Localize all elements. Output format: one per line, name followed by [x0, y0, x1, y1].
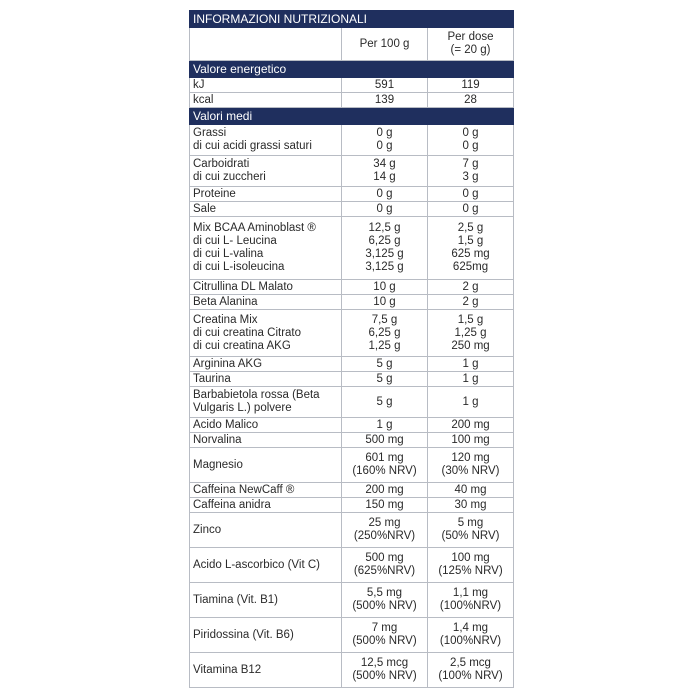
nutrient-label-line: Grassi — [193, 127, 227, 139]
nutrient-per100 — [342, 483, 428, 498]
nutrient-perdose — [428, 125, 514, 156]
nutrient-label-line: Norvalina — [193, 433, 242, 446]
nutrient-per100 — [342, 156, 428, 187]
nutrient-label-line: Acido Malico — [193, 418, 259, 431]
nutrient-label — [190, 548, 342, 583]
nutrient-per100-line: 500 mg — [365, 433, 404, 446]
nutrient-perdose-line: (50% NRV) — [441, 530, 500, 542]
nutrient-label-line: Mix BCAA Aminoblast ® — [193, 222, 316, 234]
nutrient-per100 — [342, 433, 428, 448]
nutrient-perdose-line: 100 mg — [451, 433, 490, 446]
nutrient-perdose — [428, 483, 514, 498]
nutrient-per100-line: 12,5 mcg — [360, 657, 409, 669]
nutrient-per100 — [342, 187, 428, 202]
nutrient-label-line: Caffeina NewCaff ® — [193, 483, 295, 496]
nutrient-perdose-line: (100%NRV) — [439, 600, 502, 612]
nutrient-perdose-line: 30 mg — [454, 498, 487, 511]
nutrient-perdose — [428, 310, 514, 357]
nutrient-per100-line: 500 mg — [365, 552, 404, 564]
nutrient-per100 — [342, 372, 428, 387]
nutrient-perdose-line: 1 g — [462, 357, 479, 370]
nutrient-perdose-line: 2,5 mcg — [450, 657, 491, 669]
nutrient-perdose-line: 5 mg — [457, 517, 484, 529]
nutrient-per100-line: 6,25 g — [368, 235, 401, 247]
nutrient-per100-line: 34 g — [373, 158, 396, 170]
nutrient-label-line: Arginina AKG — [193, 357, 263, 370]
nutrient-per100-line: 601 mg — [365, 452, 404, 464]
nutrient-per100 — [342, 125, 428, 156]
nutrient-label — [190, 448, 342, 483]
nutrient-per100-line: 0 g — [376, 140, 393, 152]
nutrient-row — [190, 387, 514, 418]
nutrient-per100-line: 0 g — [376, 202, 393, 215]
energy-per100: 139 — [342, 93, 428, 108]
nutrient-per100-line: 5,5 mg — [366, 587, 403, 599]
header-per-100g: Per 100 g — [342, 28, 428, 61]
nutrient-per100-line: 7 mg — [371, 622, 398, 634]
nutrient-perdose-line: (100%NRV) — [439, 635, 502, 647]
nutrient-perdose — [428, 433, 514, 448]
nutrient-per100-line: (500% NRV) — [352, 635, 417, 647]
nutrient-row — [190, 372, 514, 387]
nutrient-perdose-line: 1 g — [462, 372, 479, 385]
nutrient-label-line: Beta Alanina — [193, 295, 258, 308]
nutrient-per100 — [342, 217, 428, 280]
nutrient-label — [190, 483, 342, 498]
nutrient-per100-line: 7,5 g — [371, 313, 398, 326]
nutrient-perdose-line: 40 mg — [454, 483, 487, 496]
nutrient-per100-line: 150 mg — [365, 498, 404, 511]
nutrient-per100 — [342, 280, 428, 295]
nutrient-perdose-line: 200 mg — [451, 418, 490, 431]
nutrient-label — [190, 498, 342, 513]
nutrient-label-line: Zinco — [193, 523, 222, 536]
nutrient-per100 — [342, 618, 428, 653]
nutrient-per100-line: 1 g — [376, 418, 393, 431]
avg-section-row — [190, 108, 514, 125]
nutrient-per100-line: (250%NRV) — [353, 530, 416, 542]
nutrient-perdose — [428, 513, 514, 548]
nutrient-row — [190, 202, 514, 217]
nutrient-label-line: di cui zuccheri — [193, 171, 266, 183]
nutrient-row — [190, 498, 514, 513]
table-title: INFORMAZIONI NUTRIZIONALI — [190, 11, 514, 28]
nutrient-label — [190, 187, 342, 202]
nutrient-label — [190, 280, 342, 295]
nutrient-row — [190, 187, 514, 202]
nutrient-label-line: Citrullina DL Malato — [193, 280, 293, 293]
nutrient-perdose — [428, 548, 514, 583]
nutrient-perdose — [428, 156, 514, 187]
nutrient-perdose — [428, 418, 514, 433]
nutrient-perdose-line: 3 g — [462, 171, 479, 183]
nutrient-label — [190, 513, 342, 548]
nutrient-per100-line: (625%NRV) — [353, 565, 416, 577]
nutrient-perdose — [428, 583, 514, 618]
nutrient-perdose-line: 0 g — [462, 202, 479, 215]
nutrient-per100 — [342, 387, 428, 418]
nutrient-perdose — [428, 448, 514, 483]
nutrient-perdose — [428, 387, 514, 418]
nutrient-row — [190, 583, 514, 618]
nutrient-per100-line: 25 mg — [368, 517, 401, 529]
energy-perdose: 28 — [428, 93, 514, 108]
nutrient-perdose-line: 2,5 g — [457, 222, 484, 234]
nutrient-label-line: Acido L-ascorbico (Vit C) — [193, 558, 320, 571]
nutrient-perdose-line: 1,25 g — [454, 326, 487, 339]
nutrient-perdose-line: 625mg — [452, 261, 489, 273]
nutrient-label-line: Sale — [193, 202, 217, 215]
nutrient-per100 — [342, 448, 428, 483]
nutrient-per100-line: (500% NRV) — [352, 600, 417, 612]
nutrient-label-line: di cui creatina AKG — [193, 339, 291, 352]
nutrient-per100 — [342, 498, 428, 513]
nutrient-label-line: di cui L-valina — [193, 248, 264, 260]
nutrient-per100 — [342, 418, 428, 433]
nutrient-row — [190, 618, 514, 653]
nutrient-label-line: di cui L-isoleucina — [193, 261, 285, 273]
header-blank — [190, 28, 342, 61]
nutrient-per100-line: 0 g — [376, 187, 393, 200]
nutrient-perdose-line: 250 mg — [451, 339, 490, 352]
nutrient-per100 — [342, 295, 428, 310]
nutrient-label-line: di cui L- Leucina — [193, 235, 277, 247]
nutrient-perdose-line: 2 g — [462, 280, 479, 293]
avg-section-title: Valori medi — [190, 108, 514, 125]
nutrient-row — [190, 548, 514, 583]
nutrient-per100-line: 10 g — [373, 295, 396, 308]
nutrient-per100 — [342, 357, 428, 372]
nutrient-perdose-line: (30% NRV) — [441, 465, 500, 477]
nutrient-perdose — [428, 498, 514, 513]
nutrient-perdose-line: (125% NRV) — [438, 565, 503, 577]
nutrient-perdose — [428, 372, 514, 387]
energy-section-title: Valore energetico — [190, 61, 514, 78]
nutrient-label-line: Proteine — [193, 187, 236, 200]
nutrient-perdose-line: 1,5 g — [457, 235, 484, 247]
header-per-dose-line2: (= 20 g) — [450, 44, 491, 56]
nutrient-row — [190, 483, 514, 498]
nutrient-perdose-line: 1,5 g — [457, 313, 484, 326]
nutrient-per100-line: 5 g — [376, 372, 393, 385]
energy-row — [190, 78, 514, 93]
nutrient-label — [190, 433, 342, 448]
nutrition-table — [189, 10, 514, 688]
nutrient-per100 — [342, 202, 428, 217]
nutrient-per100-line: 1,25 g — [368, 339, 401, 352]
nutrient-perdose-line: 625 mg — [451, 248, 490, 260]
nutrition-table-container — [189, 10, 513, 688]
nutrient-label-line: Piridossina (Vit. B6) — [193, 628, 294, 641]
nutrient-label — [190, 583, 342, 618]
nutrient-per100 — [342, 653, 428, 688]
nutrient-label — [190, 202, 342, 217]
nutrient-row — [190, 357, 514, 372]
nutrient-per100-line: 5 g — [376, 357, 393, 370]
nutrient-per100-line: 3,125 g — [365, 248, 404, 260]
nutrient-row — [190, 156, 514, 187]
column-header-row — [190, 28, 514, 61]
nutrient-perdose — [428, 217, 514, 280]
nutrient-perdose-line: 0 g — [462, 187, 479, 200]
nutrient-label-line: Magnesio — [193, 458, 243, 471]
nutrient-label — [190, 217, 342, 280]
nutrient-label-line: Taurina — [193, 372, 231, 385]
nutrient-per100 — [342, 583, 428, 618]
nutrient-row — [190, 653, 514, 688]
nutrient-per100-line: 10 g — [373, 280, 396, 293]
nutrient-row — [190, 295, 514, 310]
nutrient-label — [190, 372, 342, 387]
header-per-dose-line1: Per dose — [447, 31, 494, 43]
nutrient-per100-line: 3,125 g — [365, 261, 404, 273]
nutrient-label-line: Carboidrati — [193, 158, 250, 170]
nutrient-per100-line: 12,5 g — [368, 222, 401, 234]
energy-per100: 591 — [342, 78, 428, 93]
nutrient-per100-line: 0 g — [376, 127, 393, 139]
energy-row — [190, 93, 514, 108]
nutrient-label — [190, 125, 342, 156]
nutrient-perdose — [428, 618, 514, 653]
nutrient-label — [190, 357, 342, 372]
nutrient-perdose-line: 0 g — [462, 140, 479, 152]
nutrient-perdose-line: 1 g — [462, 395, 479, 408]
nutrient-perdose — [428, 280, 514, 295]
nutrient-per100-line: 5 g — [376, 395, 393, 408]
nutrient-perdose-line: 7 g — [462, 158, 479, 170]
energy-section-row — [190, 61, 514, 78]
nutrient-label — [190, 310, 342, 357]
nutrient-label — [190, 387, 342, 418]
nutrient-label-line: Vitamina B12 — [193, 663, 262, 676]
nutrient-row — [190, 448, 514, 483]
nutrient-label-line: Vulgaris L.) polvere — [193, 402, 292, 414]
nutrient-row — [190, 418, 514, 433]
nutrient-perdose — [428, 357, 514, 372]
nutrient-perdose — [428, 202, 514, 217]
nutrient-label-line: Creatina Mix — [193, 313, 258, 326]
nutrient-label — [190, 418, 342, 433]
nutrient-perdose — [428, 653, 514, 688]
nutrient-row — [190, 310, 514, 357]
nutrient-row — [190, 280, 514, 295]
nutrient-label — [190, 156, 342, 187]
nutrient-perdose-line: 100 mg — [451, 552, 490, 564]
nutrient-label — [190, 618, 342, 653]
energy-label: kJ — [190, 78, 342, 93]
nutrient-row — [190, 217, 514, 280]
nutrient-perdose-line: 1,1 mg — [452, 587, 489, 599]
nutrient-perdose-line: 1,4 mg — [452, 622, 489, 634]
nutrient-perdose — [428, 187, 514, 202]
nutrient-per100-line: 6,25 g — [368, 326, 401, 339]
nutrient-per100 — [342, 310, 428, 357]
nutrient-perdose-line: (100% NRV) — [438, 670, 503, 682]
nutrient-perdose-line: 120 mg — [451, 452, 490, 464]
energy-label: kcal — [190, 93, 342, 108]
nutrient-per100 — [342, 513, 428, 548]
nutrient-per100-line: 200 mg — [365, 483, 404, 496]
nutrient-label — [190, 295, 342, 310]
nutrient-label-line: di cui acidi grassi saturi — [193, 140, 312, 152]
nutrient-row — [190, 125, 514, 156]
nutrient-perdose — [428, 295, 514, 310]
nutrient-per100 — [342, 548, 428, 583]
title-row — [190, 11, 514, 28]
nutrient-per100-line: 14 g — [373, 171, 396, 183]
nutrient-label — [190, 653, 342, 688]
energy-perdose: 119 — [428, 78, 514, 93]
nutrient-label-line: Caffeina anidra — [193, 498, 271, 511]
nutrient-row — [190, 433, 514, 448]
nutrient-label-line: Tiamina (Vit. B1) — [193, 593, 278, 606]
nutrient-row — [190, 513, 514, 548]
nutrient-label-line: di cui creatina Citrato — [193, 326, 302, 339]
nutrient-perdose-line: 0 g — [462, 127, 479, 139]
nutrient-label-line: Barbabietola rossa (Beta — [193, 389, 320, 401]
nutrient-per100-line: (160% NRV) — [352, 465, 417, 477]
nutrient-per100-line: (500% NRV) — [352, 670, 417, 682]
header-per-dose — [428, 28, 514, 61]
nutrient-perdose-line: 2 g — [462, 295, 479, 308]
